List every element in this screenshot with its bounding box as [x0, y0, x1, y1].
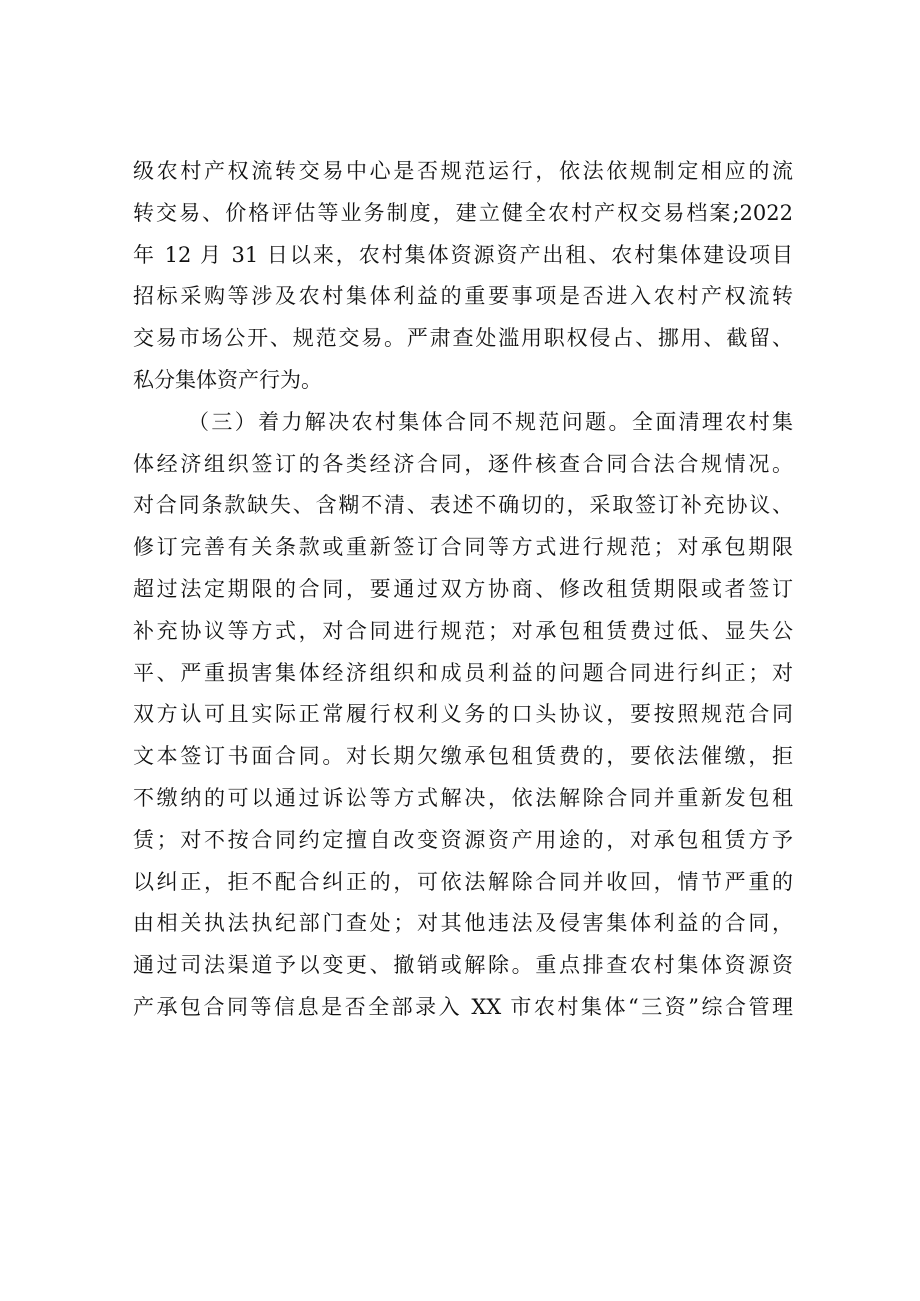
text-line-8: 体经济组织签订的各类经济合同，逐件核查合同合法合规情况。 [133, 451, 793, 476]
text-line-16: 不缴纳的可以通过诉讼等方式解决，依法解除合同并重新发包租 [133, 785, 793, 810]
document-body [133, 151, 793, 1029]
text-line-6: 私分集体资产行为。 [133, 367, 322, 392]
text-line-5: 交易市场公开、规范交易。严肃查处滥用职权侵占、挪用、截留、 [133, 326, 793, 351]
section-heading-line: （三）着力解决农村集体合同不规范问题。全面清理农村集 [188, 409, 793, 434]
text-line-2: 转交易、价格评估等业务制度，建立健全农村产权交易档案;2022 [133, 200, 793, 225]
text-line-13: 平、严重损害集体经济组织和成员利益的问题合同进行纠正；对 [133, 660, 793, 685]
text-line-17: 赁；对不按合同约定擅自改变资源资产用途的，对承包租赁方予 [133, 827, 793, 852]
text-line-18: 以纠正，拒不配合纠正的，可依法解除合同并收回，情节严重的 [133, 869, 793, 894]
text-line-12: 补充协议等方式，对合同进行规范；对承包租赁费过低、显失公 [133, 618, 793, 643]
text-line-19: 由相关执法执纪部门查处；对其他违法及侵害集体利益的合同， [133, 911, 793, 936]
text-line-1: 级农村产权流转交易中心是否规范运行，依法依规制定相应的流 [133, 159, 793, 183]
text-line-20: 通过司法渠道予以变更、撤销或解除。重点排查农村集体资源资 [133, 953, 793, 978]
text-line-15: 文本签订书面合同。对长期欠缴承包租赁费的，要依法催缴，拒 [133, 744, 793, 769]
text-line-9: 对合同条款缺失、含糊不清、表述不确切的，采取签订补充协议、 [133, 493, 793, 518]
text-line-11: 超过法定期限的合同，要通过双方协商、修改租赁期限或者签订 [133, 576, 793, 601]
text-line-4: 招标采购等涉及农村集体利益的重要事项是否进入农村产权流转 [133, 284, 793, 309]
text-line-21: 产承包合同等信息是否全部录入 XX 市农村集体“三资”综合管理 [133, 994, 793, 1019]
text-line-3: 年 12 月 31 日以来，农村集体资源资产出租、农村集体建设项目 [133, 242, 793, 267]
text-line-10: 修订完善有关条款或重新签订合同等方式进行规范；对承包期限 [133, 535, 793, 560]
text-line-14: 双方认可且实际正常履行权利义务的口头协议，要按照规范合同 [133, 702, 793, 727]
